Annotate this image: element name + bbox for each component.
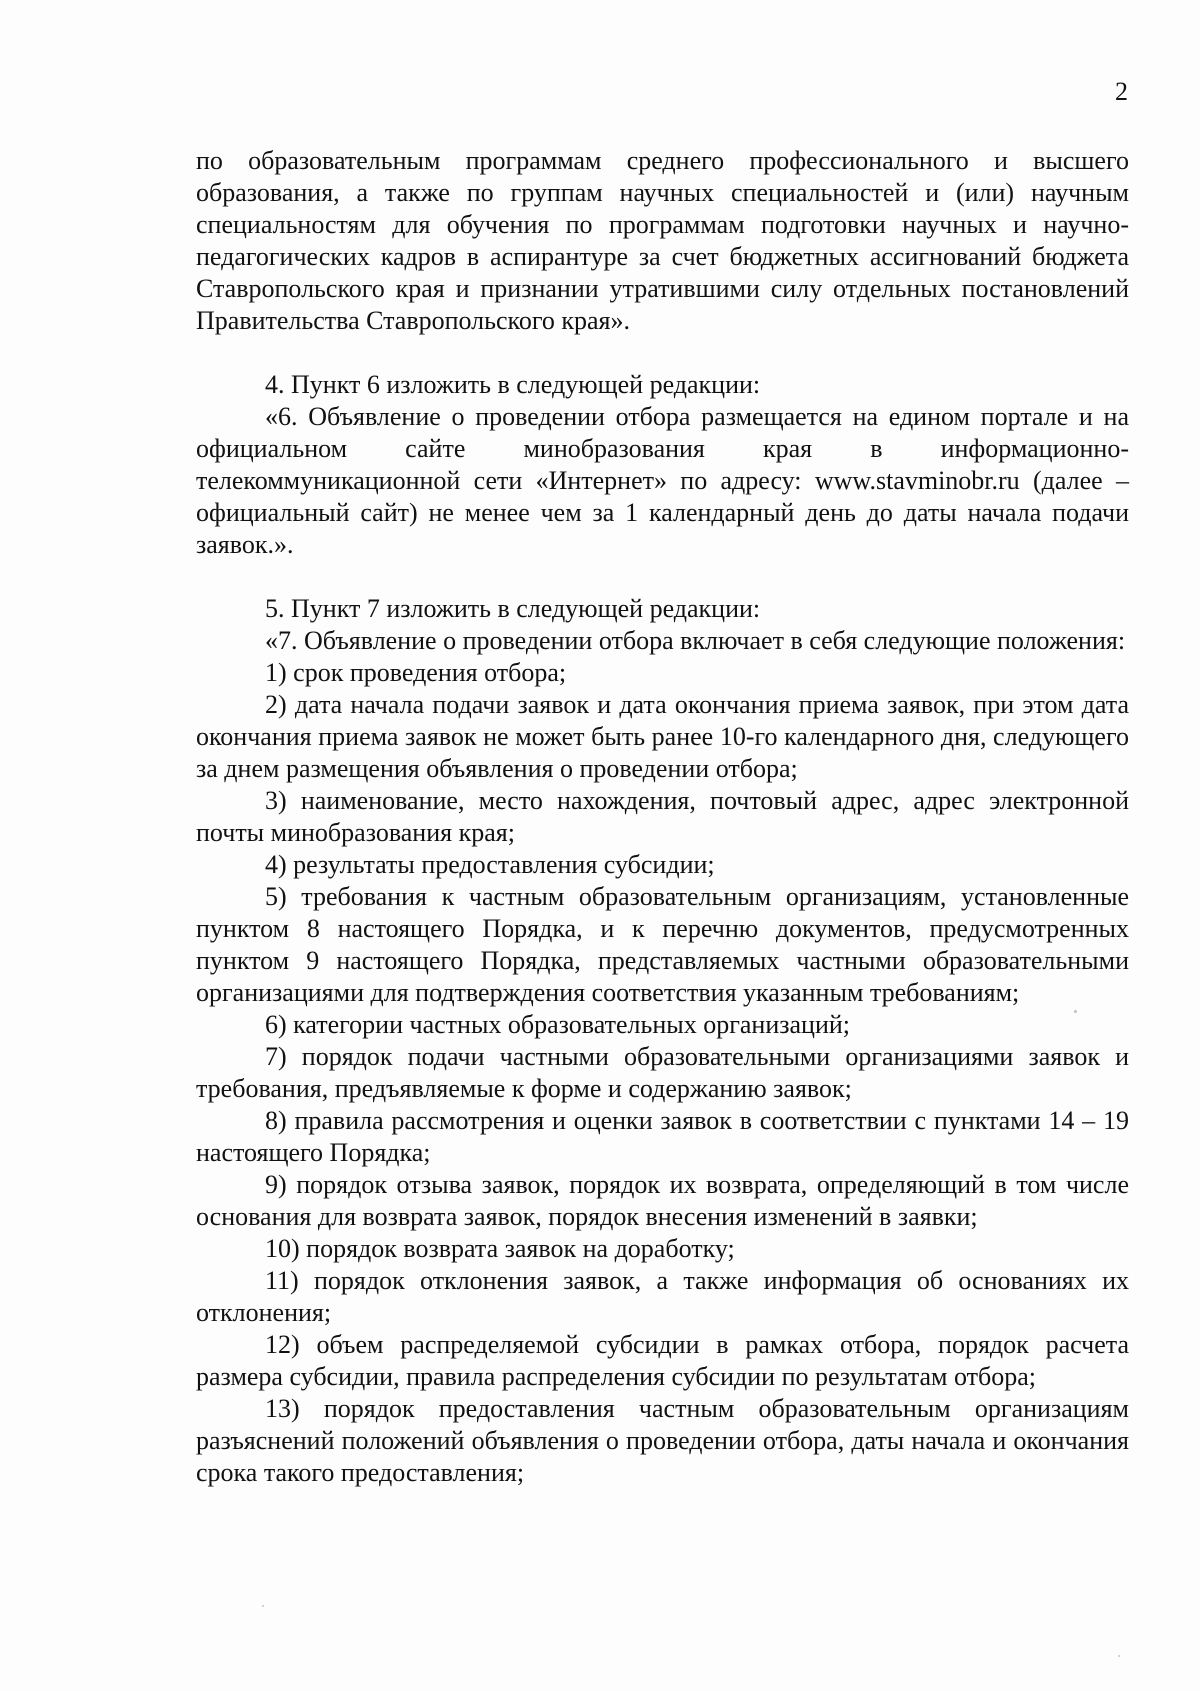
scan-speck bbox=[1074, 1010, 1077, 1013]
list-item-4: 4) результаты предоставления субсидии; bbox=[265, 850, 715, 879]
list-item-3: 3) наименование, место нахождения, почтовый адрес, адрес электронной почты минобразования края; bbox=[196, 786, 1129, 847]
list-item-2: 2) дата начала подачи заявок и дата окончания приема заявок, при этом дата окончания приема заявок не может быть ранее 10-го календарного дня, следующего за днем размещения объявления о проведении отбора; bbox=[196, 690, 1129, 783]
list-item-10: 10) порядок возврата заявок на доработку; bbox=[265, 1234, 735, 1263]
section-5-heading: 5. Пункт 7 изложить в следующей редакции: bbox=[265, 594, 761, 623]
list-item-12: 12) объем распределяемой субсидии в рамках отбора, порядок расчета размера субсидии, правила распределения субсидии по результатам отбора; bbox=[196, 1330, 1129, 1391]
list-item-5: 5) требования к частным образовательным организациям, установленные пунктом 8 настоящего Порядка, и к перечню документов, предусмотренных пунктом 9 настоящего Порядка, представляемых частными образовательными организациями для подтверждения соответствия указанным требованиям; bbox=[196, 882, 1129, 1007]
intro-paragraph: по образовательным программам среднего профессионального и высшего образования, а также по группам научных специальностей и (или) научным специальностям для обучения по программам подготовки научных и научно-педагогических кадров в аспирантуре за счет бюджетных ассигнований бюджета Ставропольского края и признании утратившими силу отдельных постановлений Правительства Ставропольского края». bbox=[196, 146, 1129, 335]
scan-speck bbox=[262, 1605, 264, 1607]
document-body bbox=[196, 145, 1129, 1489]
list-item-6: 6) категории частных образовательных организаций; bbox=[265, 1010, 851, 1039]
list-item-13: 13) порядок предоставления частным образовательным организациям разъяснений положений объявления о проведении отбора, даты начала и окончания срока такого предоставления; bbox=[196, 1394, 1129, 1487]
page-number: 2 bbox=[1115, 77, 1128, 106]
list-item-1: 1) срок проведения отбора; bbox=[265, 658, 567, 687]
scan-speck bbox=[1118, 1655, 1120, 1657]
section-4-heading: 4. Пункт 6 изложить в следующей редакции: bbox=[265, 370, 761, 399]
list-item-8: 8) правила рассмотрения и оценки заявок в соответствии с пунктами 14 – 19 настоящего Порядка; bbox=[196, 1106, 1129, 1167]
list-item-11: 11) порядок отклонения заявок, а также информация об основаниях их отклонения; bbox=[196, 1266, 1129, 1327]
list-item-9: 9) порядок отзыва заявок, порядок их возврата, определяющий в том числе основания для возврата заявок, порядок внесения изменений в заявки; bbox=[196, 1170, 1129, 1231]
section-4-text: «6. Объявление о проведении отбора размещается на едином портале и на официальном сайте минобразования края в информационно-телекоммуникационной сети «Интернет» по адресу: www.stavminobr.ru (далее – официальный сайт) не менее чем за 1 календарный день до даты начала подачи заявок.». bbox=[196, 402, 1129, 559]
list-item-7: 7) порядок подачи частными образовательными организациями заявок и требования, предъявляемые к форме и содержанию заявок; bbox=[196, 1042, 1129, 1103]
section-5-lead: «7. Объявление о проведении отбора включает в себя следующие положения: bbox=[265, 626, 1126, 655]
